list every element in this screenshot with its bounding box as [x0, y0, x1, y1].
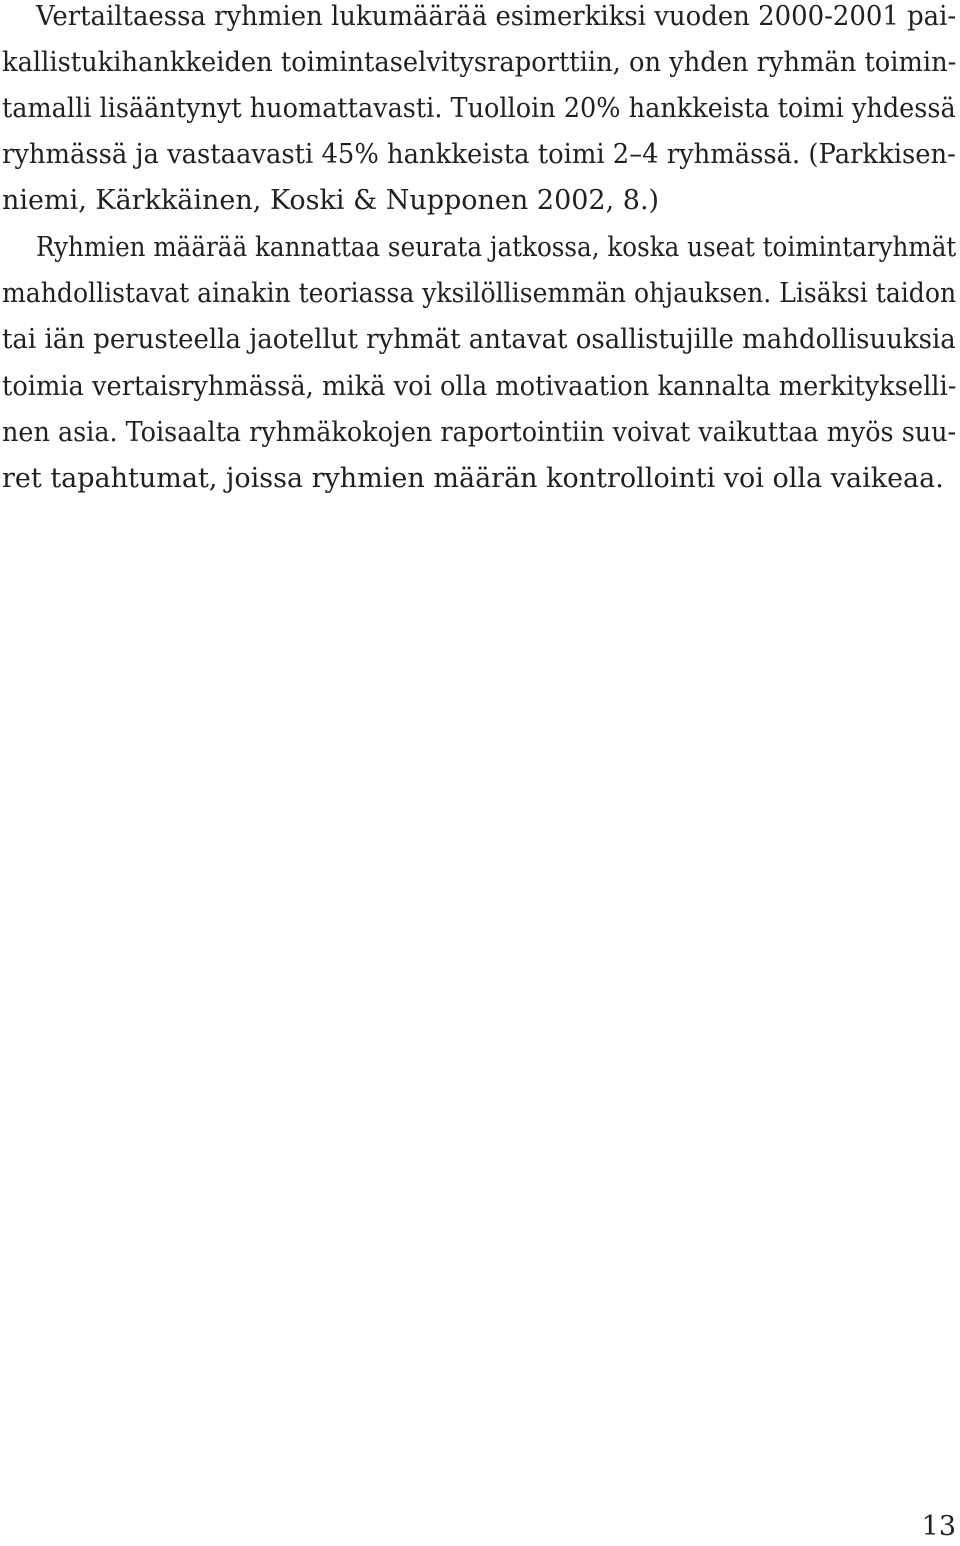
text-line: toimia vertaisryhmässä, mikä voi olla motivaation kannalta merkitykselli- — [2, 371, 957, 402]
text-line: mahdollistavat ainakin teoriassa yksilöllisemmän ohjauksen. Lisäksi taidon — [2, 278, 957, 309]
page-number: 13 — [921, 1511, 956, 1542]
text-line: tai iän perusteella jaotellut ryhmät antavat osallistujille mahdollisuuksia — [2, 324, 956, 355]
text-line: ryhmässä ja vastaavasti 45% hankkeista toimi 2–4 ryhmässä. (Parkkisen- — [2, 139, 956, 170]
text-line: Vertailtaessa ryhmien lukumäärää esimerkiksi vuoden 2000-2001 pai- — [36, 1, 957, 32]
text-line: ret tapahtumat, joissa ryhmien määrän kontrollointi voi olla vaikeaa. — [2, 463, 944, 494]
text-line: Ryhmien määrää kannattaa seurata jatkossa, koska useat toimintaryhmät — [36, 232, 957, 263]
text-line: tamalli lisääntynyt huomattavasti. Tuolloin 20% hankkeista toimi yhdessä — [2, 93, 956, 124]
text-line: nen asia. Toisaalta ryhmäkokojen raportointiin voivat vaikuttaa myös suu- — [2, 417, 957, 448]
text-line: kallistukihankkeiden toimintaselvitysraporttiin, on yhden ryhmän toimin- — [2, 47, 957, 78]
text-line: niemi, Kärkkäinen, Koski & Nupponen 2002, 8.) — [2, 185, 660, 216]
